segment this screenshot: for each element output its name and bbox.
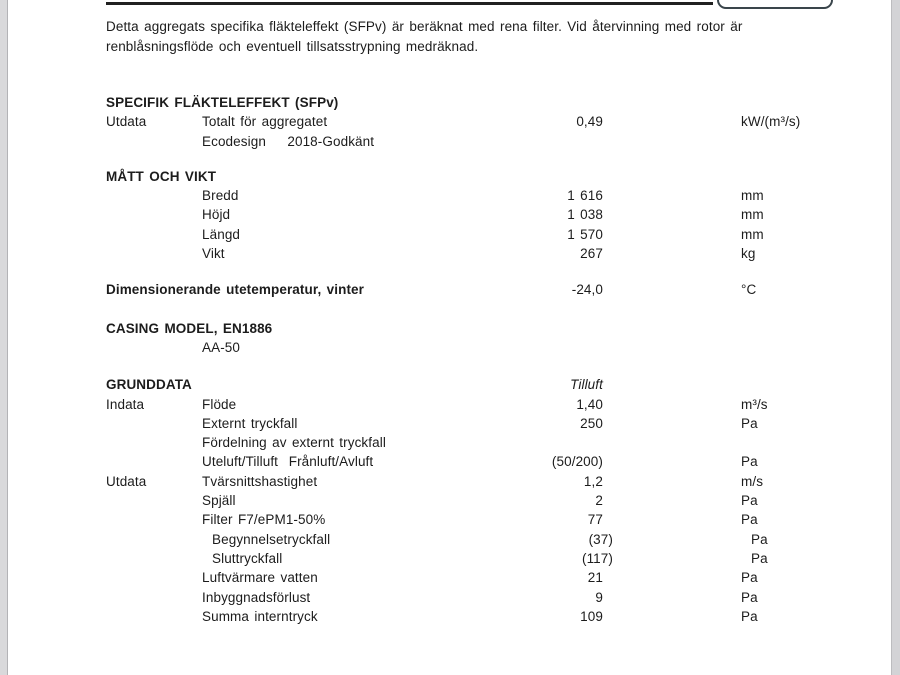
row-unit: mm xyxy=(741,226,764,242)
section-casing xyxy=(106,319,900,358)
row-heading: CASING MODEL, EN1886 xyxy=(106,320,273,336)
row-label: AA-50 xyxy=(202,339,241,355)
row-unit: Pa xyxy=(741,608,758,624)
table-row xyxy=(106,510,900,529)
table-row xyxy=(106,112,900,131)
table-row xyxy=(106,588,900,607)
row-value: (37) xyxy=(588,531,613,547)
row-unit: Pa xyxy=(751,531,768,547)
row-label: Sluttryckfall xyxy=(212,550,283,566)
row-value: 21 xyxy=(587,570,603,586)
row-group-label: Utdata xyxy=(106,114,147,130)
table-row xyxy=(106,244,900,263)
row-label: Längd xyxy=(202,226,241,242)
row-heading: GRUNDDATA xyxy=(106,377,192,393)
table-row xyxy=(106,338,900,357)
row-value: 250 xyxy=(580,415,603,431)
row-label: Bredd xyxy=(202,188,239,204)
table-row xyxy=(106,433,900,452)
row-value: 109 xyxy=(580,608,603,624)
row-unit: mm xyxy=(741,207,764,223)
table-row xyxy=(106,205,900,224)
row-label: Begynnelsetryckfall xyxy=(212,531,331,547)
row-unit: Pa xyxy=(741,512,758,528)
row-label: Spjäll xyxy=(202,493,236,509)
row-group-label xyxy=(106,530,202,549)
page-left-margin xyxy=(0,0,8,675)
row-value xyxy=(469,132,603,151)
row-group-label xyxy=(106,186,202,205)
row-value: 2 xyxy=(595,493,603,509)
row-label: Externt tryckfall xyxy=(202,415,298,431)
row-heading: Dimensionerande utetemperatur, vinter xyxy=(106,282,365,298)
row-label: Filter F7/ePM1-50% xyxy=(202,512,326,528)
row-group-label xyxy=(106,433,202,452)
row-value: -24,0 xyxy=(571,282,603,298)
row-value: 0,49 xyxy=(576,114,603,130)
table-row xyxy=(106,452,900,471)
row-label: Vikt xyxy=(202,246,225,262)
table-row xyxy=(106,530,900,549)
row-group-label xyxy=(106,244,202,263)
row-unit: m/s xyxy=(741,473,764,489)
row-group-label xyxy=(106,414,202,433)
row-value: 1,40 xyxy=(576,396,603,412)
row-value: (117) xyxy=(581,550,613,566)
section-dim xyxy=(106,280,900,299)
table-row xyxy=(106,93,900,112)
row-group-label xyxy=(106,132,202,151)
intro-line: renblåsningsflöde och eventuell tillsatsstrypning medräknad. xyxy=(106,38,479,54)
row-value: Tilluft xyxy=(570,377,603,393)
intro-paragraph xyxy=(106,17,756,56)
row-value: 77 xyxy=(587,512,603,528)
row-unit: Pa xyxy=(741,493,758,509)
row-group-label xyxy=(106,338,202,357)
row-heading: SPECIFIK FLÄKTELEFFEKT (SFPv) xyxy=(106,95,339,110)
row-group-label: Indata xyxy=(106,396,145,412)
row-value xyxy=(469,93,603,112)
row-label: Totalt för aggregatet xyxy=(202,114,328,130)
row-value xyxy=(469,319,603,338)
row-value: 267 xyxy=(580,246,603,262)
table-row xyxy=(106,375,900,394)
section-matt xyxy=(106,167,900,263)
table-row xyxy=(106,395,900,414)
row-label: Uteluft/Tilluft Frånluft/Avluft xyxy=(202,454,374,470)
row-label: Fördelning av externt tryckfall xyxy=(202,435,386,451)
row-unit: Pa xyxy=(741,415,758,431)
table-row xyxy=(106,132,900,151)
table-row xyxy=(106,568,900,587)
row-label: Ecodesign 2018-Godkänt xyxy=(202,133,375,149)
row-unit: °C xyxy=(741,282,757,298)
row-group-label xyxy=(106,491,202,510)
row-unit: Pa xyxy=(741,570,758,586)
row-unit: Pa xyxy=(741,454,758,470)
table-row xyxy=(106,167,900,186)
table-row xyxy=(106,472,900,491)
top-divider xyxy=(106,2,713,5)
row-value: 1 616 xyxy=(567,188,603,204)
row-label: Flöde xyxy=(202,396,237,412)
table-row xyxy=(106,280,900,299)
table-row xyxy=(106,186,900,205)
row-value: (50/200) xyxy=(551,454,603,470)
table-row xyxy=(106,549,900,568)
intro-line: Detta aggregats specifika fläkteleffekt (SFPv) är beräknat med rena filter. Vid återvinning med rotor är xyxy=(106,19,743,34)
table-row xyxy=(106,319,900,338)
row-group-label xyxy=(106,452,202,471)
row-unit: kg xyxy=(741,246,756,262)
row-label: Höjd xyxy=(202,207,231,223)
row-label: Tvärsnittshastighet xyxy=(202,473,318,489)
row-group-label: Utdata xyxy=(106,473,147,489)
row-value xyxy=(469,433,603,452)
row-value: 9 xyxy=(595,589,603,605)
row-unit: mm xyxy=(741,188,764,204)
section-grund xyxy=(106,375,900,626)
row-group-label xyxy=(106,510,202,529)
row-value: 1 038 xyxy=(567,207,603,223)
row-group-label xyxy=(106,568,202,587)
row-value xyxy=(469,338,603,357)
row-label: Luftvärmare vatten xyxy=(202,570,318,586)
section-sfp xyxy=(106,93,900,151)
row-unit: kW/(m³/s) xyxy=(741,114,801,130)
row-value: 1,2 xyxy=(583,473,603,489)
row-group-label xyxy=(106,205,202,224)
table-row xyxy=(106,225,900,244)
row-group-label xyxy=(106,549,202,568)
row-value xyxy=(469,167,603,186)
row-label: Inbyggnadsförlust xyxy=(202,589,311,605)
row-unit: Pa xyxy=(741,589,758,605)
row-label: Summa interntryck xyxy=(202,608,318,624)
row-heading: MÅTT OCH VIKT xyxy=(106,168,217,184)
table-row xyxy=(106,607,900,626)
table-row xyxy=(106,414,900,433)
row-value: 1 570 xyxy=(567,226,603,242)
row-group-label xyxy=(106,225,202,244)
row-unit: m³/s xyxy=(741,396,768,412)
spec-table xyxy=(106,93,900,626)
row-group-label xyxy=(106,588,202,607)
table-row xyxy=(106,491,900,510)
collapsed-button[interactable] xyxy=(717,0,833,9)
page-right-scrollbar-track[interactable] xyxy=(891,0,900,675)
row-unit: Pa xyxy=(751,550,768,566)
row-group-label xyxy=(106,607,202,626)
